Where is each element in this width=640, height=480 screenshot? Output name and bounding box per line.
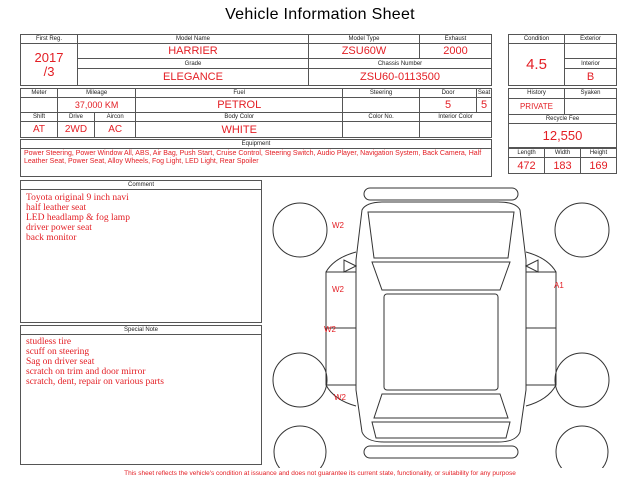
damage-mark: W2 <box>332 221 344 230</box>
body-color-label: Body Color <box>136 113 343 122</box>
interior-value: B <box>565 68 617 85</box>
special-note-box <box>20 325 262 465</box>
roof <box>384 294 498 390</box>
note-line: studless tire <box>26 337 72 347</box>
front-right-wheel <box>555 203 609 257</box>
damage-mark: A1 <box>554 281 564 290</box>
grade-label: Grade <box>78 59 309 68</box>
steering-label: Steering <box>343 89 420 98</box>
windshield <box>372 262 510 290</box>
comment-line: LED headlamp & fog lamp <box>26 213 130 223</box>
condition-label: Condition <box>509 35 565 44</box>
rear-glass <box>374 394 508 418</box>
exhaust-label: Exhaust <box>420 35 492 44</box>
condition-table <box>508 34 617 86</box>
recycle-fee-label: Recycle Fee <box>509 114 617 124</box>
comment-box <box>20 180 262 323</box>
note-line: Sag on driver seat <box>26 357 95 367</box>
first-reg-year: 2017 <box>34 49 64 65</box>
hood <box>368 212 514 258</box>
steering-value <box>343 98 420 113</box>
seat-label: Seat <box>477 90 491 96</box>
height-label: Height <box>581 149 617 158</box>
history-value: PRIVATE <box>509 98 565 114</box>
mileage-value: 37,000 KM <box>58 98 136 113</box>
dimensions-table <box>508 148 617 174</box>
front-left-wheel <box>273 203 327 257</box>
exterior-label: Exterior <box>565 35 617 44</box>
color-no-value <box>343 122 420 138</box>
fuel-value: PETROL <box>136 98 343 113</box>
damage-mark: W2 <box>334 393 346 402</box>
rear-left-wheel <box>273 353 327 407</box>
grade-value: ELEGANCE <box>78 68 309 85</box>
aircon-label: Aircon <box>95 113 136 122</box>
rear-right-wheel <box>555 353 609 407</box>
car-body <box>356 202 526 442</box>
body-color-value: WHITE <box>136 122 343 138</box>
shift-value: AT <box>21 122 58 138</box>
model-name-value: HARRIER <box>78 44 309 59</box>
door-value: 5 <box>420 98 477 113</box>
chassis-value: ZSU60-0113500 <box>309 68 492 85</box>
damage-mark: W2 <box>332 285 344 294</box>
front-bumper <box>364 188 518 200</box>
interior-color-value <box>420 122 492 138</box>
first-reg-month: /3 <box>43 63 55 79</box>
left-mirror <box>344 260 356 272</box>
recycle-fee-value: 12,550 <box>509 124 617 148</box>
first-reg-value <box>21 44 78 86</box>
rear-bumper <box>364 446 518 458</box>
damage-mark: W2 <box>324 325 336 334</box>
model-name-label: Model Name <box>78 35 309 44</box>
note-line: scuff on steering <box>26 347 90 357</box>
exhaust-value: 2000 <box>420 44 492 59</box>
special-note-list <box>21 335 261 389</box>
spare-wheel-right <box>556 426 608 468</box>
disclaimer-footer: This sheet reflects the vehicle's condition at issuance and does not guarantee its current state, functionality, or suitability for any purpose <box>124 470 516 477</box>
history-label: History <box>509 89 565 99</box>
color-no-label: Color No. <box>343 113 420 122</box>
right-mirror <box>526 260 538 272</box>
height-value: 169 <box>581 158 617 174</box>
spare-wheel-left <box>274 426 326 468</box>
exterior-value <box>565 44 617 59</box>
vehicle-id-table <box>20 34 492 86</box>
equipment-box <box>20 139 492 177</box>
shift-label: Shift <box>21 113 58 122</box>
comment-line: back monitor <box>26 233 77 243</box>
history-table <box>508 88 617 148</box>
width-label: Width <box>545 149 581 158</box>
length-value: 472 <box>509 158 545 174</box>
note-line: scratch on trim and door mirror <box>26 367 146 377</box>
aircon-value: AC <box>95 122 136 138</box>
comment-label: Comment <box>21 181 261 190</box>
seat-value: 5 <box>477 98 492 113</box>
tailgate <box>372 422 510 438</box>
door-label: Door <box>420 89 477 98</box>
width-value: 183 <box>545 158 581 174</box>
meter-value <box>21 98 58 113</box>
equipment-label: Equipment <box>21 140 491 149</box>
fuel-label: Fuel <box>136 89 343 98</box>
chassis-label: Chassis Number <box>309 59 492 68</box>
meter-label: Meter <box>21 89 58 98</box>
mileage-label: Mileage <box>58 89 136 98</box>
comment-line: half leather seat <box>26 203 87 213</box>
page-title: Vehicle Information Sheet <box>225 6 415 23</box>
condition-value: 4.5 <box>509 44 565 86</box>
model-type-value: ZSU60W <box>309 44 420 59</box>
interior-label: Interior <box>565 59 617 68</box>
car-damage-diagram <box>264 180 618 468</box>
length-label: Length <box>509 149 545 158</box>
comment-line: driver power seat <box>26 223 92 233</box>
model-type-label: Model Type <box>309 35 420 44</box>
syaken-label: Syaken <box>565 89 617 99</box>
first-reg-label: First Reg. <box>21 35 78 44</box>
comment-list <box>21 190 261 246</box>
drive-label: Drive <box>58 113 95 122</box>
equipment-text: Power Steering, Power Window All, ABS, Air Bag, Push Start, Cruise Control, Steering Switch, Audio Player, Navigation System, Back Camera, Half Leather Seat, Power Seat, Alloy Wheels, Fog Light, LED Light, Rear Spoiler <box>24 150 482 165</box>
specs-table <box>20 88 492 138</box>
interior-color-label: Interior Color <box>420 113 492 122</box>
drive-value: 2WD <box>58 122 95 138</box>
comment-line: Toyota original 9 inch navi <box>26 193 129 203</box>
note-line: scratch, dent, repair on various parts <box>26 377 164 387</box>
syaken-value <box>565 98 617 114</box>
special-note-label: Special Note <box>21 326 261 335</box>
